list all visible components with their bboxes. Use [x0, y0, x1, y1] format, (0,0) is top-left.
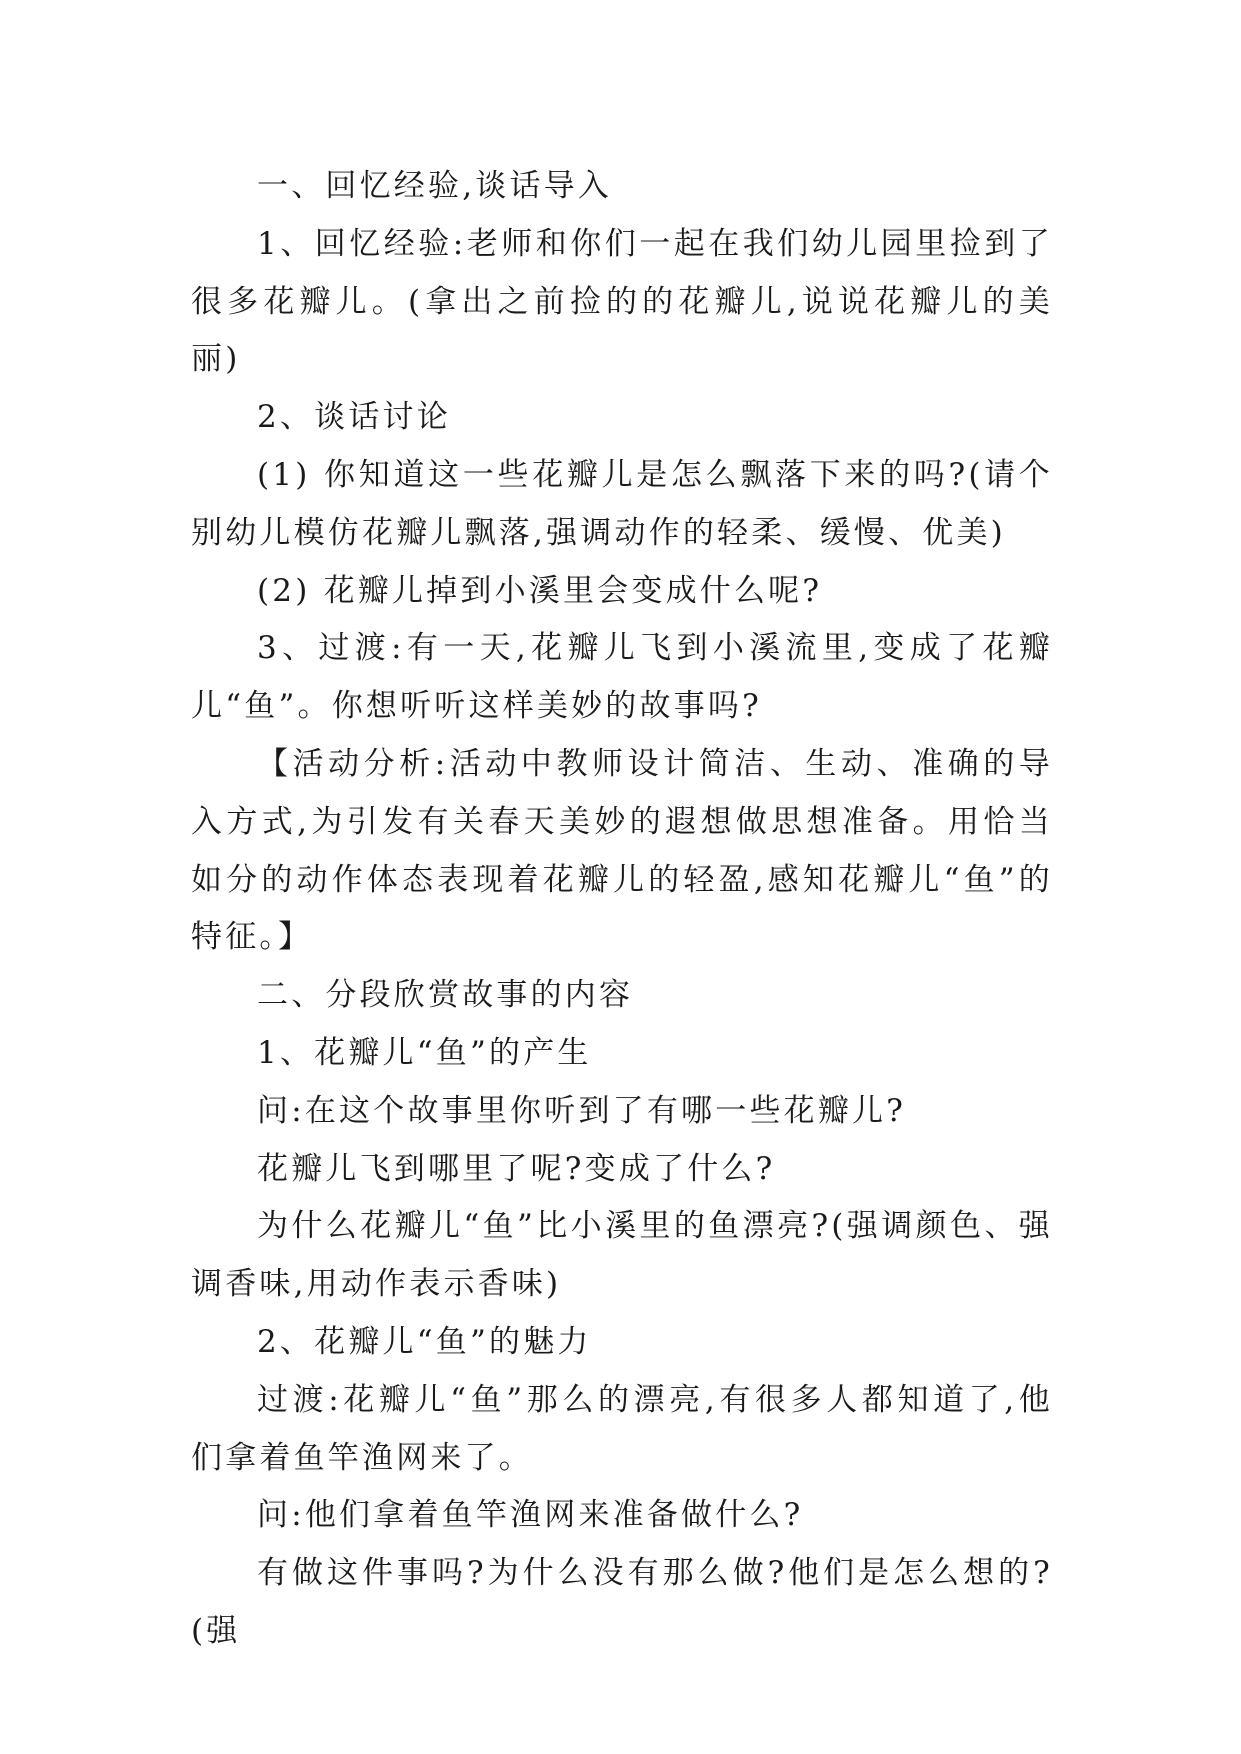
paragraph-transition: 3、过渡:有一天,花瓣儿飞到小溪流里,变成了花瓣儿“鱼”。你想听听这样美妙的故事吗? — [191, 630, 1053, 725]
paragraph-question-petals: 问:在这个故事里你听到了有哪一些花瓣儿? — [257, 1092, 907, 1129]
paragraph-question-fishing: 问:他们拿着鱼竿渔网来准备做什么? — [257, 1497, 804, 1534]
paragraph-question-1: (1) 你知道这一些花瓣儿是怎么飘落下来的吗?(请个别幼儿模仿花瓣儿飘落,强调动作的轻柔、缓慢、优美) — [191, 456, 1053, 551]
paragraph-discussion-heading: 2、谈话讨论 — [257, 399, 451, 436]
paragraph-question-did-they: 有做这件事吗?为什么没有那么做?他们是怎么想的?(强 — [191, 1555, 1053, 1649]
paragraph-activity-analysis: 【活动分析:活动中教师设计简洁、生动、准确的导入方式,为引发有关春天美妙的遐想做思想准备。用恰当如分的动作体态表现着花瓣儿的轻盈,感知花瓣儿“鱼”的特征。】 — [191, 745, 1053, 956]
paragraph-question-2: (2) 花瓣儿掉到小溪里会变成什么呢? — [257, 572, 823, 609]
document-page — [191, 158, 1053, 1661]
paragraph-question-why-beautiful: 为什么花瓣儿“鱼”比小溪里的鱼漂亮?(强调颜色、强调香味,用动作表示香味) — [191, 1208, 1053, 1303]
section-heading-2: 二、分段欣赏故事的内容 — [257, 977, 634, 1014]
paragraph-question-where: 花瓣儿飞到哪里了呢?变成了什么? — [257, 1150, 776, 1187]
section-heading-1: 一、回忆经验,谈话导入 — [257, 168, 613, 204]
paragraph-transition-2: 过渡:花瓣儿“鱼”那么的漂亮,有很多人都知道了,他们拿着鱼竿渔网来了。 — [191, 1381, 1053, 1476]
paragraph-recall-experience: 1、回忆经验:老师和你们一起在我们幼儿园里捡到了很多花瓣儿。(拿出之前捡的的花瓣儿,说说花瓣儿的美丽) — [191, 225, 1053, 378]
paragraph-fish-origin-heading: 1、花瓣儿“鱼”的产生 — [257, 1034, 592, 1071]
paragraph-fish-charm-heading: 2、花瓣儿“鱼”的魅力 — [257, 1323, 592, 1360]
